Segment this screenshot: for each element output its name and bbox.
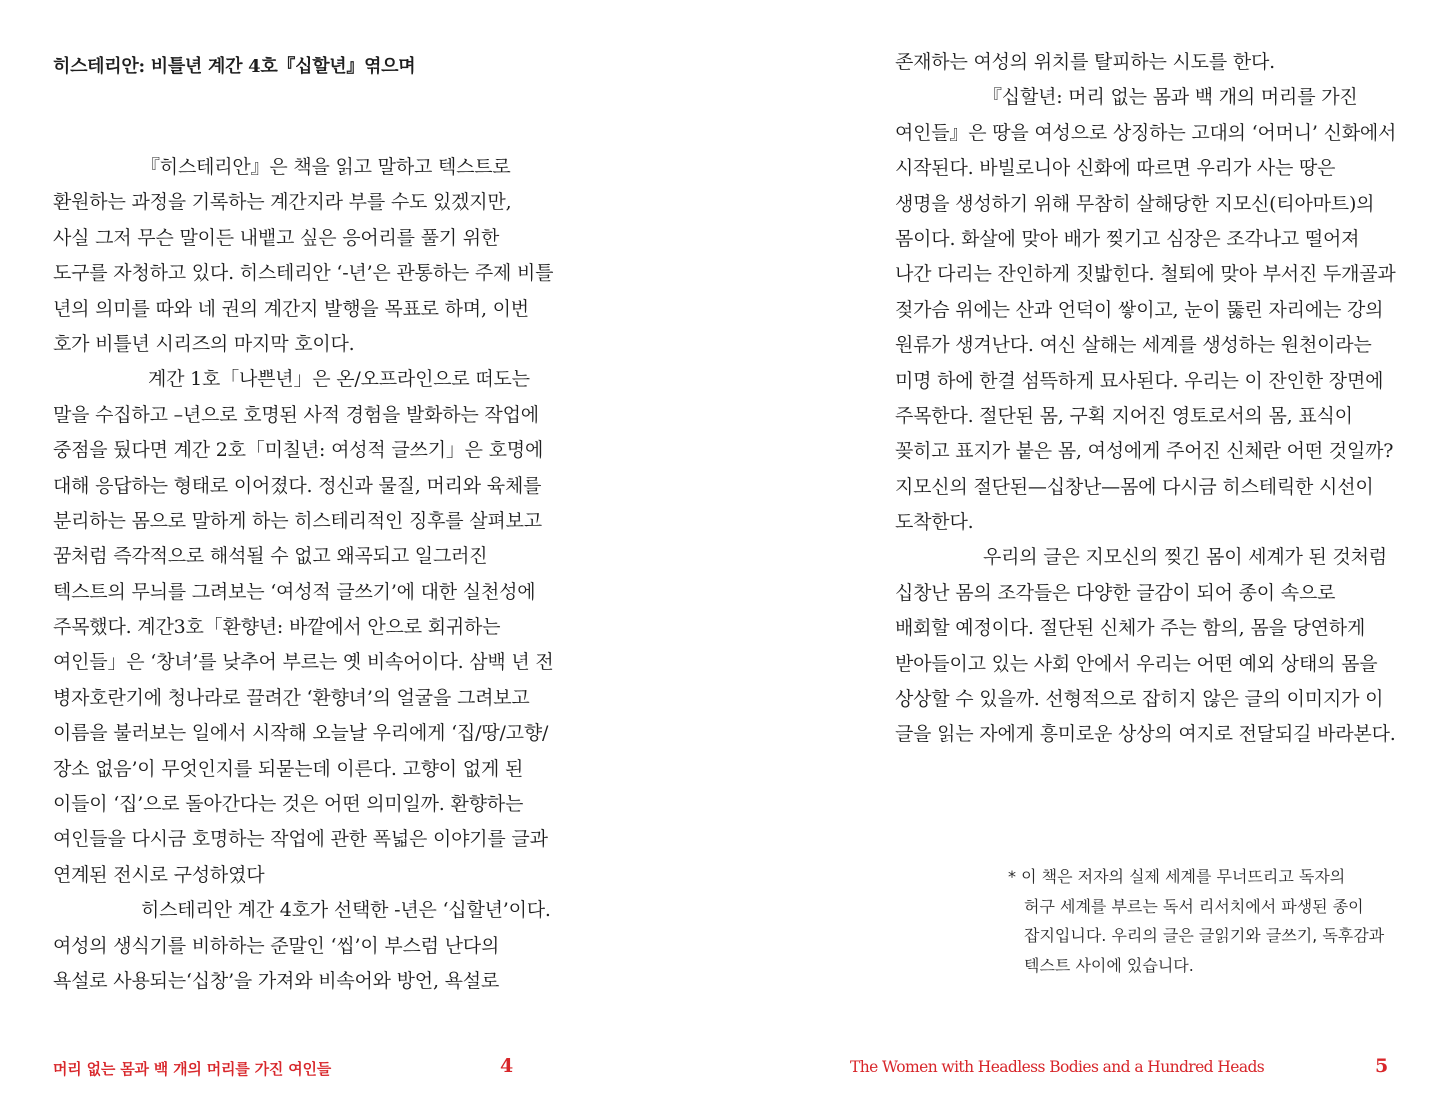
text-line: 사실 그저 무슨 말이든 내뱉고 싶은 응어리를 풀기 위한 [53,226,500,249]
text-line: 나간 다리는 잔인하게 짓밟힌다. 철퇴에 맞아 부서진 두개골과 [895,263,1396,286]
text-line: 여인들』은 땅을 여성으로 상징하는 고대의 ‘어머니’ 신화에서 [895,121,1397,144]
text-line: 여인들」은 ‘창녀’를 낮추어 부르는 옛 비속어이다. 삼백 년 전 [53,651,554,674]
page-number: 5 [1375,1055,1389,1077]
text-line: 미명 하에 한결 섬뜩하게 묘사된다. 우리는 이 잔인한 장면에 [895,369,1384,392]
text-line: 우리의 글은 지모신의 찢긴 몸이 세계가 된 것처럼 [983,546,1387,569]
text-line: 장소 없음’이 무엇인지를 되묻는데 이른다. 고향이 없게 된 [53,757,524,780]
text-line: 이름을 불러보는 일에서 시작해 오늘날 우리에게 ‘집/땅/고향/ [53,722,549,745]
text-line: 십창난 몸의 조각들은 다양한 글감이 되어 종이 속으로 [895,581,1336,604]
text-line: 원류가 생겨난다. 여신 살해는 세계를 생성하는 원천이라는 [895,334,1372,357]
text-line: 년의 의미를 따와 네 권의 계간지 발행을 목표로 하며, 이번 [53,297,529,320]
text-line: 계간 1호「나쁜년」은 온/오프라인으로 떠도는 [148,368,530,391]
text-line: 병자호란기에 청나라로 끌려간 ‘환향녀’의 얼굴을 그려보고 [53,686,530,709]
text-line: 말을 수집하고 –년으로 호명된 사적 경험을 발화하는 작업에 [53,403,539,426]
text-line: 『히스테리안』은 책을 읽고 말하고 텍스트로 [141,156,511,178]
text-line: 여성의 생식기를 비하하는 준말인 ‘씹’이 부스럼 난다의 [53,934,500,957]
text-line: 상상할 수 있을까. 선형적으로 잡히지 않은 글의 이미지가 이 [895,688,1384,711]
text-line: 여인들을 다시금 호명하는 작업에 관한 폭넓은 이야기를 글과 [53,828,548,851]
text-line: 도구를 자청하고 있다. 히스테리안 ‘-년’은 관통하는 주제 비틀 [53,262,554,285]
text-line: 욕설로 사용되는‘십창’을 가져와 비속어와 방언, 욕설로 [53,969,500,992]
text-line: 존재하는 여성의 위치를 탈피하는 시도를 한다. [895,51,1275,73]
text-line: 히스테리안 계간 4호가 선택한 -년은 ‘십할년’이다. [141,899,551,922]
text-line: 젖가슴 위에는 산과 언덕이 쌓이고, 눈이 뚫린 자리에는 강의 [895,298,1384,321]
text-line: 환원하는 과정을 기록하는 계간지라 부를 수도 있겠지만, [53,191,512,214]
right-body-text [895,45,1395,753]
text-line: 도착한다. [895,511,974,534]
text-line: 중점을 뒀다면 계간 2호「미칠년: 여성적 글쓰기」은 호명에 [53,439,544,462]
text-line: 연계된 전시로 구성하였다 [53,863,265,886]
text-line: 분리하는 몸으로 말하게 하는 히스테리적인 징후를 살펴보고 [53,509,542,532]
text-line: 이들이 ‘집’으로 돌아간다는 것은 어떤 의미일까. 환향하는 [53,793,524,816]
text-line: 대해 응답하는 형태로 이어졌다. 정신과 물질, 머리와 육체를 [53,474,542,497]
text-line: 호가 비틀년 시리즈의 마지막 호이다. [53,332,355,355]
text-line: 꽂히고 표지가 붙은 몸, 여성에게 주어진 신체란 어떤 것일까? [895,440,1394,463]
text-line: 주목한다. 절단된 몸, 구획 지어진 영토로서의 몸, 표식이 [895,404,1353,427]
footnote-line: 잡지입니다. 우리의 글은 글읽기와 글쓰기, 독후감과 [1024,926,1385,945]
text-line: 생명을 생성하기 위해 무참히 살해당한 지모신(티아마트)의 [895,192,1375,215]
page-header-title: 히스테리안: 비틀년 계간 4호『십할년』엮으며 [53,56,416,77]
text-line: 텍스트의 무늬를 그려보는 ‘여성적 글쓰기’에 대한 실천성에 [53,580,536,603]
left-page [0,0,720,1111]
text-line: 몸이다. 화살에 맞아 배가 찢기고 심장은 조각나고 떨어져 [895,227,1360,250]
left-body-text [53,150,553,999]
text-line: 『십할년: 머리 없는 몸과 백 개의 머리를 가진 [983,86,1358,109]
footnote-line: * 이 책은 저자의 실제 세계를 무너뜨리고 독자의 [1008,867,1346,886]
right-page [720,0,1441,1111]
text-line: 꿈처럼 즉각적으로 해석될 수 없고 왜곡되고 일그러진 [53,545,488,568]
running-footer-title: 머리 없는 몸과 백 개의 머리를 가진 여인들 [53,1060,332,1078]
footnote [1008,862,1384,980]
text-line: 시작된다. 바빌로니아 신화에 따르면 우리가 사는 땅은 [895,157,1336,180]
text-line: 받아들이고 있는 사회 안에서 우리는 어떤 예외 상태의 몸을 [895,652,1378,675]
text-line: 지모신의 절단된—십창난—몸에 다시금 히스테릭한 시선이 [895,475,1374,498]
text-line: 주목했다. 계간3호「환향년: 바깥에서 안으로 회귀하는 [53,616,501,639]
footnote-line: 텍스트 사이에 있습니다. [1024,955,1194,975]
text-line: 배회할 예정이다. 절단된 신체가 주는 함의, 몸을 당연하게 [895,617,1366,640]
footnote-line: 허구 세계를 부르는 독서 리서치에서 파생된 종이 [1024,896,1364,916]
page-number: 4 [500,1055,514,1077]
text-line: 글을 읽는 자에게 흥미로운 상상의 여지로 전달되길 바라본다. [895,723,1396,746]
running-footer-title: The Women with Headless Bodies and a Hundred Heads [850,1058,1265,1076]
